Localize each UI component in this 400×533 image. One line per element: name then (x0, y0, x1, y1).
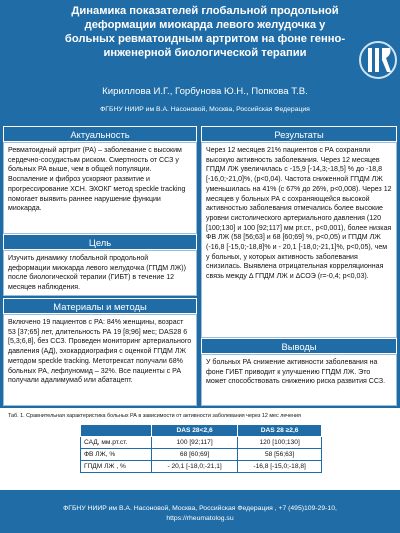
footer-contact: ФГБНУ НИИР им В.А. Насоновой, Москва, Российская Федерация , +7 (495)109-29-10, (63, 505, 337, 512)
footer-website-link[interactable]: https://rheumatolog.su (166, 515, 234, 522)
relevance-box (3, 142, 197, 234)
table-caption: Таб. 1. Сравнительная характеристика больных РА в зависимости от активности заболевания через 12 мес лечения (0, 410, 400, 422)
section-title-conclusions: Выводы (201, 338, 397, 354)
table-header-cell (81, 425, 152, 437)
results-box (201, 142, 397, 338)
relevance-text: Ревматоидный артрит (РА) – заболевание с высоким сердечно-сосудистым риском. Смертность от ССЗ у больных РА выше, чем в общей популяции. Воспаление и фиброз ускоряют развитие и прогрессирование ХСН. ЭХОКГ метод speckle tracking помогает выявить раннее нарушение функции миокарда. (8, 147, 186, 213)
authors: Кириллова И.Г., Горбунова Ю.Н., Попкова Т.В. (102, 86, 308, 97)
table-header-row (81, 425, 322, 437)
table-cell: -16,8 [-15,0;-18,8] (238, 461, 322, 473)
section-title-results: Результаты (201, 126, 397, 142)
conclusions-box (201, 354, 397, 406)
table-row (81, 461, 322, 473)
table-cell: 100 [92;117] (151, 437, 237, 449)
table-cell: ФВ ЛЖ, % (81, 449, 152, 461)
methods-box (3, 314, 197, 406)
table-cell: - 20,1 [-18,0;-21,1] (151, 461, 237, 473)
table-cell: ГПДМ ЛЖ , % (81, 461, 152, 473)
results-text: Через 12 месяцев 21% пациентов с РА сохраняли высокую активность заболевания. Через 12 месяцев ГПДМ ЛЖ увеличилась с -15,9 [-14,3;-18,5] % до -18,8 [-16,0;-21,0]%, (р<0,04). Частота сниженной ГПДМ ЛЖ уменьшилась на 41% (с 67% до 26%, р<0,008). Через 12 месяцев у больных РА с сохраняющейся высокой активностью заболевания отмечались более высокие уровни систолического артериального давления (120 [100;130] и 100 [92;117] мм рт.ст., р<0,001), более низкая ФВ ЛЖ (58 [56;63] и 68 [60;69] %, р<0,05) и ГПДМ ЛЖ (-16,8 [-15,0;-18,8]% и - 20,1 [-18,0;-21,1]%, р<0,05), чем у больных, у которых активность заболевания снизилась. Выявлена отрицательная корреляционная связь между Δ ГПДМ ЛЖ и ΔСОЭ (r=-0,4; р<0,03). (206, 147, 392, 281)
comparison-table (80, 424, 322, 473)
table-row (81, 437, 322, 449)
table-cell: 68 [60;69] (151, 449, 237, 461)
footer (0, 504, 400, 524)
table-header-cell: DAS 28 ≥2,6 (238, 425, 322, 437)
table-header-cell: DAS 28<2,6 (151, 425, 237, 437)
conclusions-text: У больных РА снижение активности заболевания на фоне ГИБТ приводит к улучшению ГПДМ ЛЖ. Это может способствовать снижению риска развития ССЗ. (206, 359, 386, 386)
goal-text: Изучить динамику глобальной продольной деформации миокарда левого желудочка (ГПДМ ЛЖ)) после биологической терапии (ГИБТ) в течение 12 месяцев наблюдения. (8, 255, 186, 292)
table-cell: 58 [56;63] (238, 449, 322, 461)
table-cell: 120 [100;130] (238, 437, 322, 449)
section-title-relevance: Актуальность (3, 126, 197, 142)
section-title-methods: Материалы и методы (3, 298, 197, 314)
organization: ФГБНУ НИИР им В.А. Насоновой, Москва, Российская Федерация (100, 106, 310, 113)
table-cell: САД, мм.рт.ст. (81, 437, 152, 449)
section-title-goal: Цель (3, 234, 197, 250)
poster-title: Динамика показателей глобальной продольной деформации миокарда левого желудочка у больных ревматоидным артритом на фоне генно-инженерной биологической терапии (64, 5, 346, 59)
methods-text: Включено 19 пациентов с РА: 84% женщины, возраст 53 [37;65] лет, длительность РА 19 [8;96] мес; DAS28 6 [5,3;6,8], без ССЗ. Проведен мониторинг артериального давления (АД), эхокардиография с оценкой ГПДМ ЛЖ методом speckle tracking. Метотрексат получали 68% больных РА, лефлуномид – 32%. Все пациенты с РА получали адалимумаб или абатацепт. (8, 319, 192, 385)
table-row (81, 449, 322, 461)
goal-box (3, 250, 197, 296)
header (0, 0, 400, 128)
niir-logo-icon (358, 30, 398, 90)
